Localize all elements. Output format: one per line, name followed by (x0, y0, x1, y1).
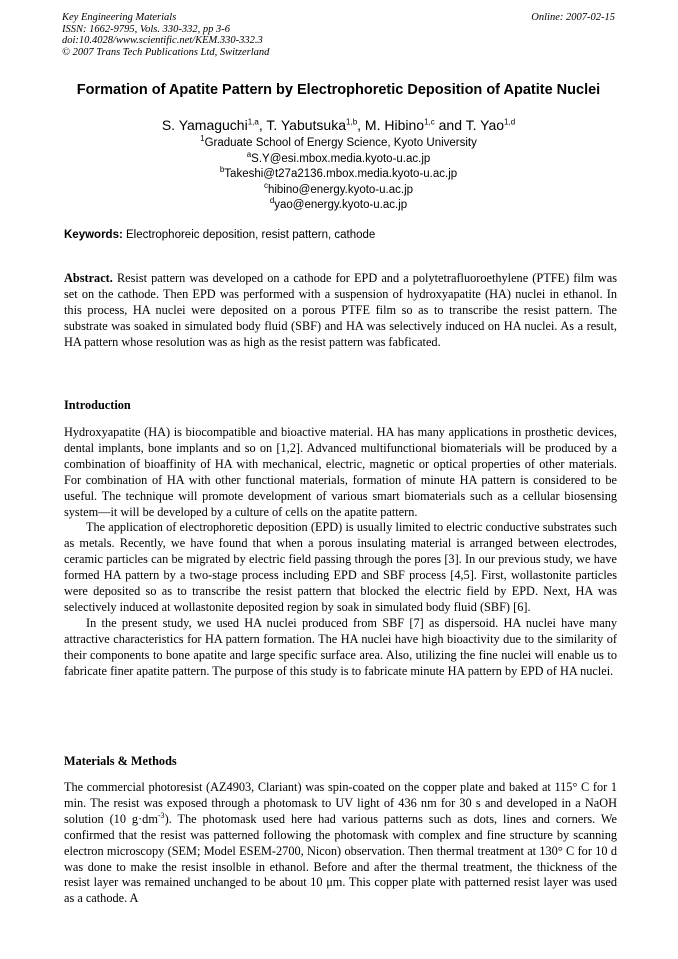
affiliation-mark: b (219, 165, 225, 175)
author-affiliation-mark: 1,a (247, 117, 259, 127)
email-address: Takeshi@t27a2136.mbox.media.kyoto-u.ac.jp (224, 168, 458, 181)
affiliation-mark: c (263, 180, 268, 190)
author-name: T. Yabutsuka (266, 117, 347, 133)
email-line (62, 198, 615, 214)
affiliation-line (62, 136, 615, 152)
abstract-label: Abstract. (64, 271, 113, 285)
author-name: S. Yamaguchi (161, 117, 248, 133)
author-name: M. Hibino (364, 117, 425, 133)
affiliation-mark: 1 (200, 134, 205, 144)
abstract-text: Resist pattern was developed on a cathode for EPD and a polytetrafluoroethylene (PTFE) film was set on the cathode. Then EPD was performed with a suspension of hydroxyapatite (HA) nuclei in ethanol. In this process, HA nuclei were deposited on a porous PTFE film so as to transcribe the resist pattern. The substrate was soaked in simulated body fluid (SBF) and HA was selectively induced on HA nuclei. As a result, HA pattern whose resolution was as high as the resist pattern was fabficated. (64, 271, 617, 349)
unit-exponent: -3 (157, 810, 165, 820)
keywords-line (64, 228, 617, 242)
keywords-label: Keywords: (64, 229, 123, 241)
email-line (62, 167, 615, 183)
paragraph: In the present study, we used HA nuclei produced from SBF [7] as dispersoid. HA nuclei have many attractive characteristics for HA pattern formation. The HA nuclei have high bioactivity due to the similarity of their components to bone apatite and large specific surface area. Also, utilizing the fine nuclei will enable us to fabricate finer apatite pattern. The purpose of this study is to fabricate minute HA pattern by EPD of HA nuclei. (64, 615, 617, 678)
methods-heading: Materials & Methods (64, 754, 177, 768)
methods-body (64, 780, 617, 907)
issn-line: ISSN: 1662-9795, Vols. 330-332, pp 3-6 (62, 23, 230, 35)
introduction-body (64, 425, 617, 680)
author-affiliation-mark: 1,b (346, 117, 358, 127)
doi-line: doi:10.4028/www.scientific.net/KEM.330-332.3 (62, 35, 263, 46)
paragraph (64, 780, 617, 907)
author-name: T. Yao (465, 117, 505, 133)
email-address: S.Y@esi.mbox.media.kyoto-u.ac.jp (251, 152, 431, 165)
affiliation-text: Graduate School of Energy Science, Kyoto University (204, 137, 477, 149)
paragraph: The application of electrophoretic deposition (EPD) is usually limited to electric conductive substrates such as metals. Recently, we have found that when a porous insulating material is arranged between electrodes, ceramic particles can be migrated by electric field passing through the pores [3]. In our previous study, we have formed HA pattern by a two-stage process including EPD and SBF process [4,5]. First, wollastonite particles were deposited so as to transcribe the resist pattern that blocked the electric field by EPD. Next, HA was selectively induced at wollastonite deposited region by soak in simulated body fluid (SBF) [6]. (64, 520, 617, 614)
author-separator: , (258, 117, 267, 133)
author-separator: and (434, 117, 466, 133)
email-line (62, 149, 615, 168)
email-address: yao@energy.kyoto-u.ac.jp (274, 199, 408, 212)
email-line (62, 180, 615, 199)
journal-name: Key Engineering Materials (62, 12, 177, 23)
abstract-block (64, 271, 617, 351)
author-affiliation-mark: 1,d (504, 117, 516, 127)
affiliation-mark: d (269, 196, 275, 206)
affiliation-list (62, 136, 615, 214)
methods-text: The commercial photoresist (AZ4903, Clariant) was spin-coated on the copper plate and baked at 115° C for 1 min. The resist was exposed through a photomask to UV light of 436 nm for 30 s and developed in a NaOH solution (10 g·dm (64, 780, 617, 826)
author-affiliation-mark: 1,c (424, 117, 435, 127)
introduction-heading: Introduction (64, 398, 131, 412)
email-address: hibino@energy.kyoto-u.ac.jp (267, 183, 414, 196)
affiliation-mark: a (246, 149, 252, 159)
online-date: Online: 2007-02-15 (531, 12, 615, 23)
journal-header (62, 12, 617, 58)
copyright-line: © 2007 Trans Tech Publications Ltd, Switzerland (62, 46, 270, 58)
keywords-text: Electrophoreic deposition, resist pattern, cathode (126, 229, 376, 241)
author-separator: , (357, 117, 365, 133)
paragraph: Hydroxyapatite (HA) is biocompatible and bioactive material. HA has many applications in prosthetic devices, dental implants, bone implants and so on [1,2]. Advanced multifunctional biomaterials will be produced by a combination of bioaffinity of HA with mechanical, electric, magnetic or optical properties of other materials. For combination of HA with other functional materials, formation of minute HA pattern is considered to be useful. The technique will promote development of various smart biomaterials such as a cellular biosensing system—it will be developed by a culture of cells on the apatite pattern. (64, 425, 617, 519)
paper-title: Formation of Apatite Pattern by Electrophoretic Deposition of Apatite Nuclei (76, 82, 601, 98)
methods-text-continued: ). The photomask used here had various patterns such as dots, lines and corners. We confirmed that the resist was patterned following the photomask with complex and fine structure by scanning electron microscopy (SEM; Model ESEM-2700, Nicon) observation. Then thermal treatment at 130° C for 10 d was done to make the resist insolble in ethanol. Before and after the thermal treatment, the thickness of the resist layer was remained unchanged to be about 10 μm. This copper plate with patterned resist layer was used as a cathode. A (64, 811, 617, 906)
author-list (62, 117, 615, 134)
